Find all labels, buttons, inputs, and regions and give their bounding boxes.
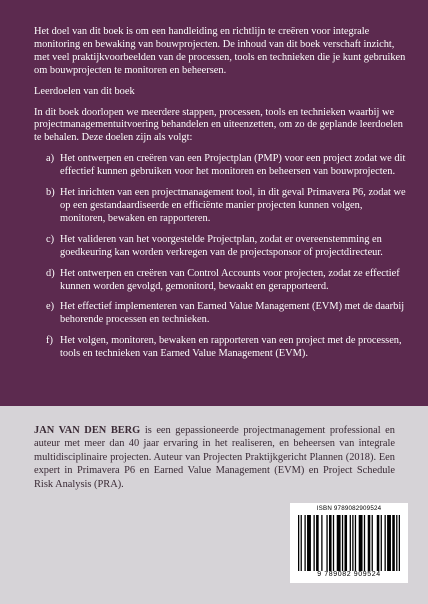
goals-intro-paragraph: In dit boek doorlopen we meerdere stappen, processen, tools en technieken waarbij we projectmanagementuitvoering behandelen en uiteenzetten, om zo de geplande leerdoelen te behalen. Deze doelen zijn als volgt:: [34, 106, 403, 144]
goal-marker: f): [46, 335, 53, 347]
barcode: [290, 503, 408, 583]
intro-paragraph: Het doel van dit boek is om een handleiding en richtlijn te creëren voor integrale monitoring en bewaking van bouwprojecten. De inhoud van dit boek verschaft inzicht, met veel praktijkvoorbeelden van de processen, tools en technieken die je kunt gebruiken om bouwprojecten te monitoren en beheersen.: [34, 26, 406, 76]
goal-text: Het ontwerpen en creëren van Control Accounts voor projecten, zodat ze effectief kunnen worden gevolgd, gemonitord, bewaakt en gerapporteerd.: [60, 267, 400, 292]
goal-item: [34, 335, 406, 361]
goal-marker: a): [46, 153, 55, 165]
barcode-bars: [298, 515, 400, 571]
goal-item: [34, 187, 406, 226]
isbn-label: ISBN 9789082909524: [316, 505, 382, 512]
goal-marker: c): [46, 233, 55, 245]
subheading: Leerdoelen van dit boek: [34, 85, 135, 97]
goal-item: [34, 153, 406, 179]
goal-marker: b): [46, 187, 55, 199]
goal-text: Het inrichten van een projectmanagement tool, in dit geval Primavera P6, zodat we op een gestandaardiseerde en efficiënte manier projecten kunnen volgen, monitoren, bewaken en rapporteren.: [60, 187, 406, 224]
goal-marker: d): [46, 267, 55, 279]
goal-text: Het effectief implementeren van Earned Value Management (EVM) met de daarbij behorende processen en technieken.: [60, 301, 405, 326]
goal-item: [34, 301, 406, 327]
goal-item: [34, 234, 406, 260]
goal-text: Het valideren van het voorgestelde Projectplan, zodat er overeenstemming en goedkeuring kan worden verkregen van de projectsponsor of projectdirecteur.: [60, 233, 383, 258]
author-bio-text: is een gepassioneerde projectmanagement professional en auteur met meer dan 40 jaar ervaring in het realiseren, en beheersen van integrale multidisciplinaire projecten. Auteur van Projecten Praktijkgericht Plannen (2018). Een expert in Primavera P6 en Earned Value Management (EVM) en Project Schedule Risk Analysis (PRA).: [34, 425, 395, 490]
author-bio: [34, 424, 395, 491]
author-panel: [0, 406, 428, 604]
main-text: [34, 26, 406, 369]
goal-marker: e): [46, 301, 55, 313]
author-name: JAN VAN DEN BERG: [34, 425, 141, 436]
goal-text: Het ontwerpen en creëren van een Projectplan (PMP) voor een project zodat we dit effectief kunnen gebruiken voor het monitoren en beheersen van bouwprojecten.: [60, 153, 406, 178]
barcode-digits: 9 789082 909524: [317, 571, 381, 578]
goal-text: Het volgen, monitoren, bewaken en rapporteren van een project met de processen, tools en technieken van Earned Value Management (EVM).: [60, 335, 402, 360]
goals-list: [34, 153, 406, 361]
goal-item: [34, 268, 406, 294]
